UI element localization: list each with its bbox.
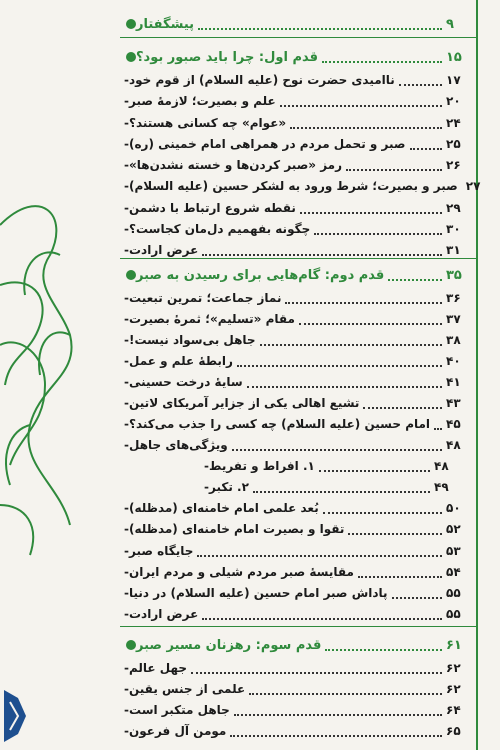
- dot-leader: [234, 714, 442, 716]
- entry-marker: -: [124, 179, 129, 193]
- entry-marker: -: [124, 73, 129, 87]
- toc-page-number: ۵۲: [446, 522, 461, 536]
- toc-entry-title: علمی از جنس یقین: [128, 682, 246, 696]
- entry-marker: -: [124, 396, 129, 410]
- dot-leader: [314, 233, 442, 235]
- entry-marker: -: [124, 565, 129, 579]
- divider: [120, 258, 478, 259]
- dot-leader: [202, 618, 442, 620]
- dot-leader: [290, 127, 442, 129]
- toc-entry-title: جایگاه صبر: [128, 544, 194, 558]
- dot-leader: [434, 428, 442, 430]
- entry-marker: -: [204, 480, 209, 494]
- entry-marker: -: [124, 291, 129, 305]
- toc-page-number: ۶۵: [446, 724, 461, 738]
- toc-entry-title: امام حسین (علیه السلام) چه کسی را جذب می‌کند؟: [128, 417, 431, 431]
- toc-entry-title: «عوام» چه کسانی هستند؟: [128, 116, 287, 130]
- toc-page-number: ۵۰: [446, 501, 461, 515]
- toc-entry-title: قدم سوم: رهزنان مسیر صبر: [136, 637, 322, 653]
- dot-leader: [388, 279, 442, 281]
- toc-entry[interactable]: [120, 393, 464, 413]
- entry-marker: -: [124, 682, 129, 696]
- entry-marker: -: [124, 522, 129, 536]
- toc-entry[interactable]: [120, 721, 464, 741]
- toc-entry-title: پاداش صبر امام حسین (علیه السلام) در دنیا: [128, 586, 388, 600]
- entry-marker: -: [124, 724, 129, 738]
- dot-leader: [253, 491, 430, 493]
- dot-leader: [322, 61, 442, 63]
- toc-page-number: ۲۴: [446, 116, 461, 130]
- toc-entry[interactable]: [120, 583, 464, 603]
- dot-leader: [191, 672, 442, 674]
- toc-entry[interactable]: [120, 113, 464, 133]
- entry-marker: -: [124, 703, 129, 717]
- entry-marker: -: [124, 375, 129, 389]
- toc-page-number: ۴۳: [446, 396, 461, 410]
- toc-page-number: ۳۰: [446, 222, 461, 236]
- dot-leader: [247, 386, 442, 388]
- toc-entry-title: قدم دوم: گام‌هایی برای رسیدن به صبر: [136, 267, 385, 283]
- dot-leader: [348, 533, 442, 535]
- toc-entry-title: نماز جماعت؛ تمرین تبعیت: [128, 291, 282, 305]
- dot-leader: [249, 693, 442, 695]
- toc-entry-title: نقطه شروع ارتباط با دشمن: [128, 201, 296, 215]
- floral-ornament: [0, 185, 80, 565]
- dot-leader: [285, 302, 442, 304]
- toc-page-number: ۴۵: [446, 417, 461, 431]
- section-bullet-icon: [126, 52, 136, 62]
- toc-page-number: ۵۳: [446, 544, 461, 558]
- toc-entry-title: مقایسهٔ صبر مردم شیلی و مردم ایران: [128, 565, 354, 579]
- toc-page-number: ۶۲: [446, 682, 461, 696]
- toc-entry[interactable]: [120, 288, 464, 308]
- toc-page-number: ۲۰: [446, 94, 461, 108]
- toc-entry-title: قدم اول: چرا باید صبور بود؟: [136, 49, 319, 65]
- toc-entry-title: جاهل بی‌سواد نیست!: [128, 333, 256, 347]
- dot-leader: [260, 344, 442, 346]
- entry-marker: -: [124, 661, 129, 675]
- toc-page-number: ۱۵: [446, 49, 462, 65]
- toc-entry[interactable]: [120, 604, 464, 624]
- toc-page-number: ۳۷: [446, 312, 461, 326]
- toc-entry[interactable]: [120, 635, 464, 655]
- toc-entry-title: جاهل متکبر است: [128, 703, 230, 717]
- toc-entry[interactable]: [120, 435, 464, 455]
- toc-entry[interactable]: [200, 477, 452, 497]
- toc-page-number: ۳۸: [446, 333, 461, 347]
- toc-entry-title: علم و بصیرت؛ لازمهٔ صبر: [128, 94, 276, 108]
- toc-entry[interactable]: [120, 498, 464, 518]
- toc-entry-title: جهل عالم: [128, 661, 188, 675]
- toc-entry-title: ۱. افراط و تفریط: [208, 459, 315, 473]
- toc-entry[interactable]: [120, 14, 464, 34]
- toc-entry[interactable]: [120, 47, 464, 67]
- toc-page-number: ۶۲: [446, 661, 461, 675]
- toc-entry[interactable]: [120, 155, 464, 175]
- dot-leader: [410, 148, 443, 150]
- toc-page-number: ۳۱: [446, 243, 461, 257]
- toc-entry-title: رمز «صبر کردن‌ها و خسته نشدن‌ها»: [128, 158, 343, 172]
- toc-page-number: ۶۴: [446, 703, 461, 717]
- toc-entry[interactable]: [120, 265, 464, 285]
- dot-leader: [300, 212, 442, 214]
- toc-page-number: ۳۶: [446, 291, 461, 305]
- dot-leader: [363, 407, 442, 409]
- dot-leader: [280, 105, 442, 107]
- divider: [120, 37, 478, 38]
- toc-entry-title: عرض ارادت: [128, 607, 199, 621]
- toc-page-number: ۹: [446, 16, 454, 32]
- dot-leader: [323, 512, 442, 514]
- toc-entry-title: تقوا و بصیرت امام خامنه‌ای (مدظله): [128, 522, 345, 536]
- entry-marker: -: [124, 137, 129, 151]
- entry-marker: -: [124, 354, 129, 368]
- toc-entry-title: پیشگفتار: [136, 16, 195, 32]
- entry-marker: -: [124, 586, 129, 600]
- toc-page-number: ۴۸: [446, 438, 461, 452]
- toc-entry-title: بُعد علمی امام خامنه‌ای (مدظله): [128, 501, 319, 515]
- toc-page-number: ۵۴: [446, 565, 461, 579]
- toc-entry[interactable]: [120, 658, 464, 678]
- toc-page-number: ۴۸: [434, 459, 449, 473]
- entry-marker: -: [124, 501, 129, 515]
- toc-entry[interactable]: [120, 562, 464, 582]
- section-bullet-icon: [126, 270, 136, 280]
- entry-marker: -: [124, 607, 129, 621]
- entry-marker: -: [204, 459, 209, 473]
- toc-entry[interactable]: [120, 372, 464, 392]
- toc-entry[interactable]: [120, 309, 464, 329]
- toc-page-number: ۱۷: [446, 73, 461, 87]
- dot-leader: [202, 254, 442, 256]
- toc-entry[interactable]: [200, 456, 452, 476]
- toc-entry[interactable]: [120, 70, 464, 90]
- section-bullet-icon: [126, 19, 136, 29]
- toc-page-number: ۴۱: [446, 375, 461, 389]
- toc-entry[interactable]: [120, 541, 464, 561]
- entry-marker: -: [124, 312, 129, 326]
- toc-entry[interactable]: [120, 219, 464, 239]
- dot-leader: [358, 576, 442, 578]
- toc-entry-title: ویژگی‌های جاهل: [128, 438, 228, 452]
- dot-leader: [237, 365, 442, 367]
- entry-marker: -: [124, 94, 129, 108]
- dot-leader: [299, 323, 442, 325]
- dot-leader: [197, 555, 442, 557]
- toc-entry-title: ناامیدی حضرت نوح (علیه السلام) از قوم خود: [128, 73, 395, 87]
- toc-entry-title: تشیع اهالی یکی از جزایر آمریکای لاتین: [128, 396, 360, 410]
- entry-marker: -: [124, 438, 129, 452]
- toc-entry-title: صبر و بصیرت؛ شرط ورود به لشکر حسین (علیه السلام): [128, 179, 458, 193]
- divider: [120, 626, 478, 627]
- toc-entry[interactable]: [120, 240, 464, 260]
- toc-entry-title: ۲. تکبر: [208, 480, 249, 494]
- toc-entry-title: رابطهٔ علم و عمل: [128, 354, 233, 368]
- toc-page-number: ۵۵: [446, 586, 461, 600]
- entry-marker: -: [124, 544, 129, 558]
- toc-entry-title: مومن آل فرعون: [128, 724, 227, 738]
- entry-marker: -: [124, 158, 129, 172]
- toc-entry-title: عرض ارادت: [128, 243, 199, 257]
- toc-entry-title: چگونه بفهمیم دل‌مان کجاست؟: [128, 222, 311, 236]
- toc-entry[interactable]: [120, 330, 464, 350]
- entry-marker: -: [124, 222, 129, 236]
- dot-leader: [346, 169, 442, 171]
- toc-page-number: ۲۶: [446, 158, 461, 172]
- dot-leader: [392, 597, 442, 599]
- toc-entry[interactable]: [120, 176, 481, 196]
- toc-entry[interactable]: [120, 134, 464, 154]
- toc-page-number: ۶۱: [446, 637, 462, 653]
- toc-page-number: ۲۷: [465, 179, 481, 193]
- toc-page-number: ۲۹: [446, 201, 461, 215]
- dot-leader: [232, 449, 442, 451]
- toc-entry-title: سایهٔ درخت حسینی: [128, 375, 243, 389]
- entry-marker: -: [124, 417, 129, 431]
- toc-entry[interactable]: [120, 91, 464, 111]
- dot-leader: [325, 649, 442, 651]
- publisher-seal-icon: [0, 688, 30, 744]
- entry-marker: -: [124, 116, 129, 130]
- toc-entry[interactable]: [120, 679, 464, 699]
- toc-page-number: ۲۵: [446, 137, 461, 151]
- toc-entry[interactable]: [120, 700, 464, 720]
- toc-page-number: ۴۹: [434, 480, 449, 494]
- dot-leader: [230, 735, 442, 737]
- toc-entry[interactable]: [120, 519, 464, 539]
- dot-leader: [319, 470, 430, 472]
- toc-entry[interactable]: [120, 351, 464, 371]
- dot-leader: [198, 28, 442, 30]
- margin-rule: [476, 0, 478, 750]
- dot-leader: [399, 84, 442, 86]
- toc-entry[interactable]: [120, 414, 464, 434]
- section-bullet-icon: [126, 640, 136, 650]
- toc-page-number: ۴۰: [446, 354, 461, 368]
- entry-marker: -: [124, 243, 129, 257]
- toc-entry-title: صبر و تحمل مردم در همراهی امام خمینی (ره): [128, 137, 406, 151]
- entry-marker: -: [124, 333, 129, 347]
- entry-marker: -: [124, 201, 129, 215]
- toc-entry-title: مقام «تسلیم»؛ ثمرهٔ بصیرت: [128, 312, 295, 326]
- toc-page-number: ۵۵: [446, 607, 461, 621]
- toc-page-number: ۳۵: [446, 267, 462, 283]
- toc-entry[interactable]: [120, 198, 464, 218]
